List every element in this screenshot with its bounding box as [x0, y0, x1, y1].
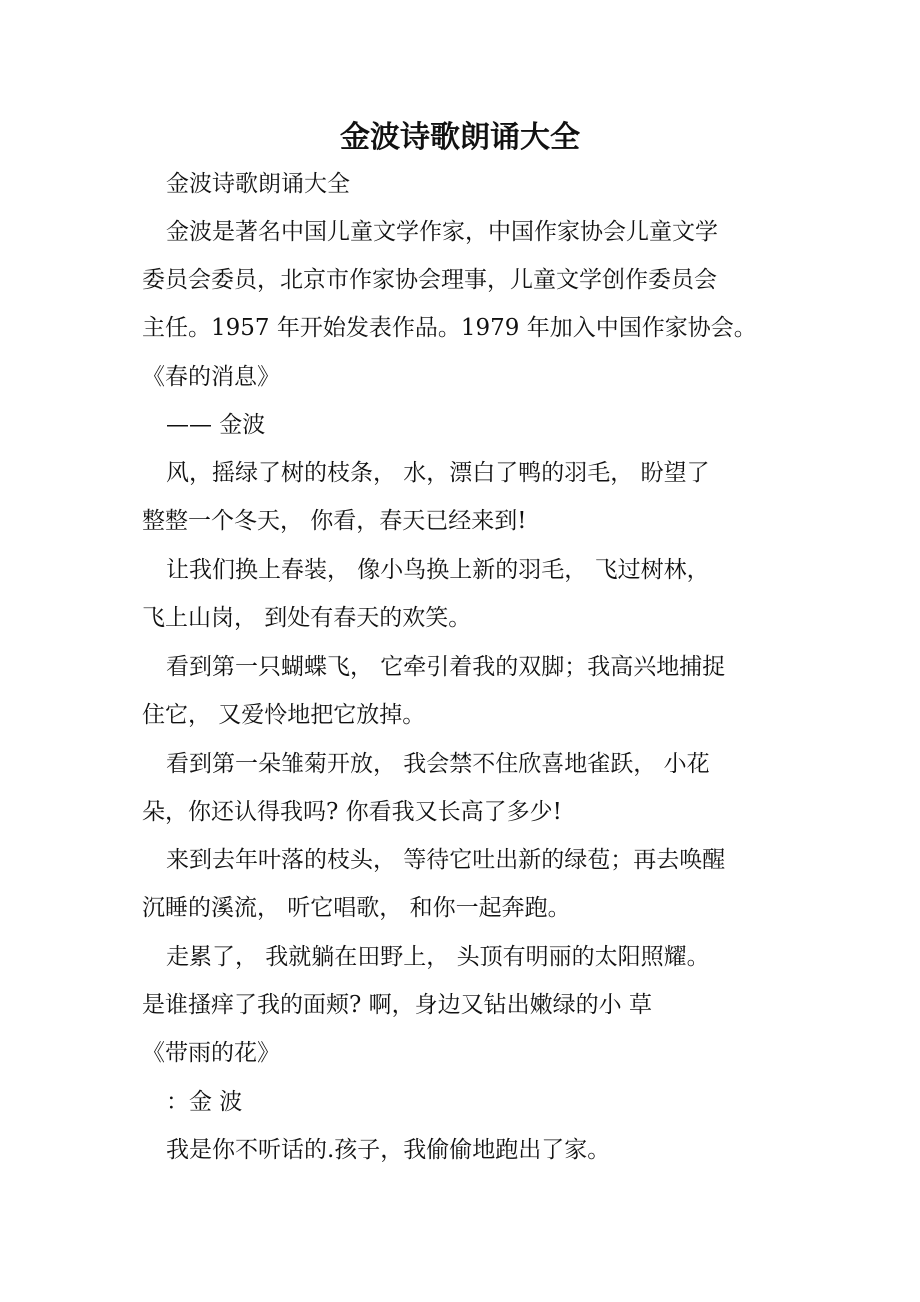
poem-line: 让我们换上春装， 像小鸟换上新的羽毛， 飞过树林，	[166, 557, 710, 583]
poem-line: 住它， 又爱怜地把它放掉。	[142, 702, 426, 728]
subtitle-line: 金波诗歌朗诵大全	[166, 171, 350, 197]
intro-line-1: 金波是著名中国儿童文学作家，中国作家协会儿童文学	[166, 219, 718, 245]
poem-line: 看到第一只蝴蝶飞， 它牵引着我的双脚；我高兴地捕捉	[166, 654, 726, 680]
poem-line: 看到第一朵雏菊开放， 我会禁不住欣喜地雀跃， 小花	[166, 751, 710, 777]
poem-line: 走累了， 我就躺在田野上， 头顶有明丽的太阳照耀。	[166, 944, 710, 970]
poem-line: 是谁搔痒了我的面颊? 啊，身边又钻出嫩绿的小 草	[142, 992, 652, 1018]
poem-line: 整整一个冬天， 你看，春天已经来到!	[142, 508, 527, 534]
poem-line: 我是你不听话的.孩子，我偷偷地跑出了家。	[166, 1137, 611, 1163]
poem-title-2: 《带雨的花》	[142, 1040, 280, 1066]
intro-line-3: 主任。1957 年开始发表作品。1979 年加入中国作家协会。	[142, 315, 757, 341]
poem-title-1: 《春的消息》	[142, 364, 280, 390]
poem-author-2: ：金 波	[166, 1089, 243, 1115]
poem-author-1: —— 金波	[166, 412, 266, 438]
poem-line: 风，摇绿了树的枝条， 水，漂白了鸭的羽毛， 盼望了	[166, 460, 710, 486]
document-title: 金波诗歌朗诵大全	[340, 120, 580, 155]
poem-line: 飞上山岗， 到处有春天的欢笑。	[142, 605, 472, 631]
intro-line-2: 委员会委员，北京市作家协会理事，儿童文学创作委员会	[142, 267, 717, 293]
poem-line: 来到去年叶落的枝头， 等待它吐出新的绿苞；再去唤醒	[166, 847, 726, 873]
poem-line: 沉睡的溪流， 听它唱歌， 和你一起奔跑。	[142, 895, 571, 921]
poem-line: 朵，你还认得我吗? 你看我又长高了多少!	[142, 799, 562, 825]
